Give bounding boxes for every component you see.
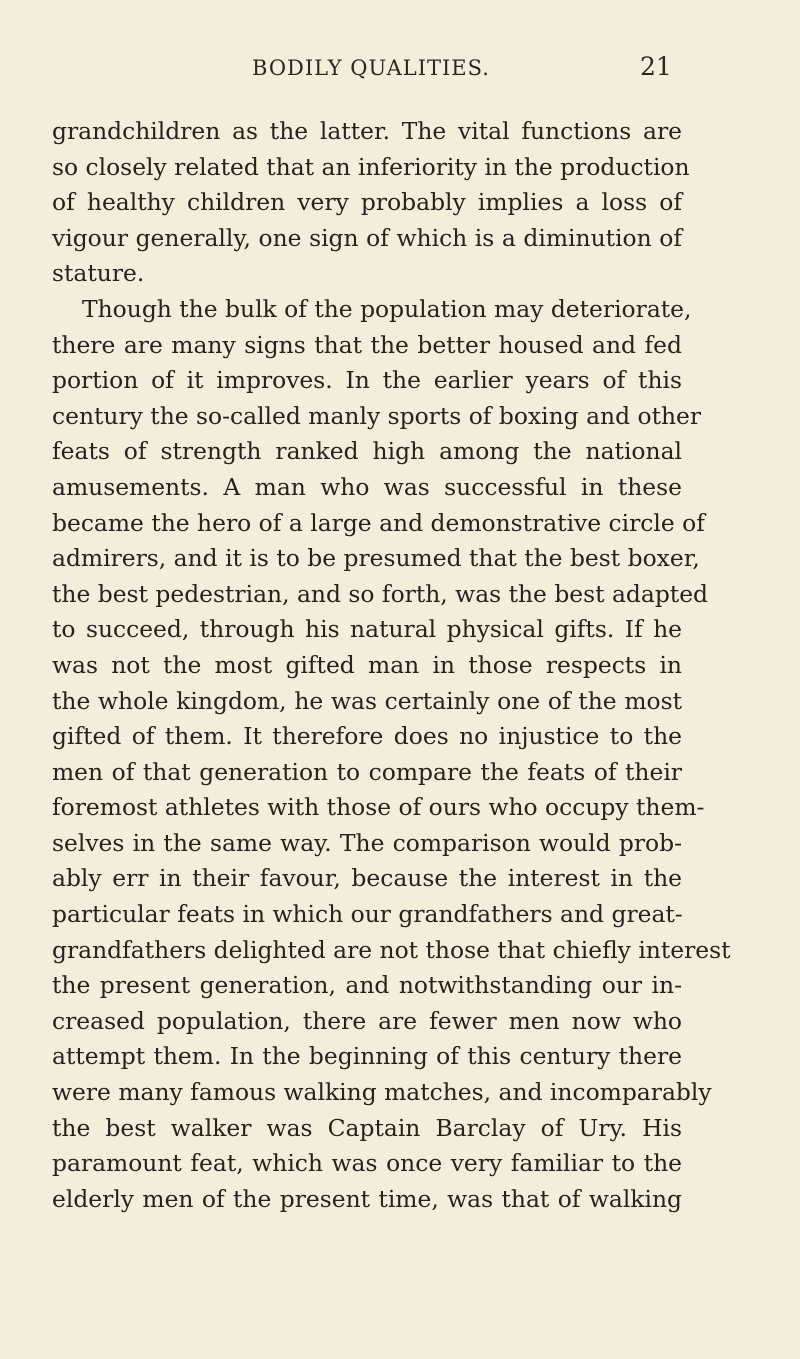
- text-line: century the so-called manly sports of boxing and other: [52, 401, 702, 430]
- text-line: were many famous walking matches, and incomparably: [52, 1078, 712, 1107]
- text-line: Though the bulk of the population may deteriorate,: [82, 294, 692, 323]
- text-line: the best pedestrian, and so forth, was the best adapted: [52, 579, 709, 608]
- text-line: the whole kingdom, he was certainly one of the most: [52, 686, 682, 715]
- text-line: there are many signs that the better housed and fed: [52, 330, 682, 359]
- body-text: [52, 114, 731, 1217]
- text-line: was not the most gifted man in those respects in: [52, 650, 682, 679]
- text-line: grandfathers delighted are not those that chiefly interest: [52, 935, 731, 964]
- text-line: portion of it improves. In the earlier years of this: [52, 366, 682, 395]
- text-line: the best walker was Captain Barclay of Ury. His: [52, 1113, 682, 1142]
- page-number: 21: [640, 52, 672, 81]
- text-line: the present generation, and notwithstanding our in-: [52, 971, 682, 1000]
- text-line: stature.: [52, 259, 145, 288]
- text-line: selves in the same way. The comparison would prob-: [52, 828, 682, 857]
- text-line: grandchildren as the latter. The vital functions are: [52, 117, 682, 145]
- text-line: so closely related that an inferiority in the production: [52, 152, 690, 181]
- text-line: vigour generally, one sign of which is a diminution of: [52, 223, 682, 252]
- text-line: men of that generation to compare the feats of their: [52, 757, 682, 786]
- text-line: particular feats in which our grandfathers and great-: [52, 900, 683, 929]
- page-header: [0, 52, 800, 92]
- text-line: paramount feat, which was once very familiar to the: [52, 1149, 682, 1178]
- text-line: creased population, there are fewer men now who: [52, 1006, 682, 1035]
- text-line: admirers, and it is to be presumed that the best boxer,: [52, 544, 700, 573]
- text-line: gifted of them. It therefore does no injustice to the: [52, 722, 682, 751]
- running-head: BODILY QUALITIES.: [252, 56, 490, 80]
- text-line: became the hero of a large and demonstrative circle of: [52, 508, 705, 537]
- text-line: to succeed, through his natural physical gifts. If he: [52, 615, 682, 644]
- text-line: attempt them. In the beginning of this century there: [52, 1042, 682, 1071]
- text-line: of healthy children very probably implies a loss of: [52, 188, 682, 217]
- text-line: ably err in their favour, because the interest in the: [52, 864, 682, 893]
- text-line: amusements. A man who was successful in these: [52, 472, 682, 501]
- text-line: foremost athletes with those of ours who occupy them-: [52, 793, 705, 822]
- text-line: feats of strength ranked high among the national: [52, 437, 682, 466]
- text-line: elderly men of the present time, was that of walking: [52, 1184, 682, 1213]
